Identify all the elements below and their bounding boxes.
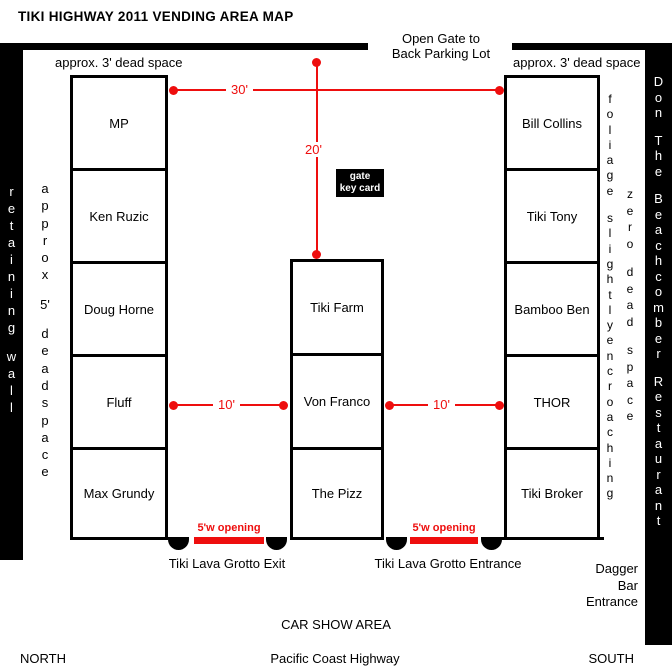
open-gate-label: Open Gate to Back Parking Lot xyxy=(391,31,491,61)
dim-dot xyxy=(495,401,504,410)
dim-label-10ft-left: 10' xyxy=(213,397,240,412)
right-dead-space-label: approx. 3' dead space xyxy=(513,55,641,70)
booth-ken-ruzic: Ken Ruzic xyxy=(70,168,168,264)
restaurant-name-text: D o n T h e B e a c h c o m b e r R e s t a u r a n t xyxy=(653,74,664,528)
exit-opening-marker xyxy=(194,537,264,544)
opening-post xyxy=(266,537,287,550)
opening-post xyxy=(386,537,407,550)
grotto-entrance-label: Tiki Lava Grotto Entrance xyxy=(374,556,522,571)
zero-dead-space-note: z e r o d e a d s p a c e xyxy=(626,187,634,423)
opening-post xyxy=(168,537,189,550)
booth-fluff: Fluff xyxy=(70,354,168,450)
dim-label-20ft: 20' xyxy=(301,142,326,157)
booth-tiki-tony: Tiki Tony xyxy=(504,168,600,264)
dim-label-10ft-right: 10' xyxy=(428,397,455,412)
booth-bamboo-ben: Bamboo Ben xyxy=(504,261,600,357)
booth-bill-collins: Bill Collins xyxy=(504,75,600,171)
booth-tiki-broker: Tiki Broker xyxy=(504,447,600,540)
retaining-wall-text: r e t a i n i n g w a l l xyxy=(6,184,17,415)
page-title: TIKI HIGHWAY 2011 VENDING AREA MAP xyxy=(18,9,294,24)
dim-dot xyxy=(312,250,321,259)
dim-dot xyxy=(169,86,178,95)
dim-line-30ft xyxy=(172,89,500,91)
booth-mp: MP xyxy=(70,75,168,171)
booth-doug-horne: Doug Horne xyxy=(70,261,168,357)
dim-dot xyxy=(312,58,321,67)
left-dead-space-label: approx. 3' dead space xyxy=(55,55,183,70)
booth-the-pizz: The Pizz xyxy=(290,447,384,540)
dim-dot xyxy=(385,401,394,410)
dim-dot xyxy=(169,401,178,410)
dim-line-20ft xyxy=(316,60,318,256)
north-label: NORTH xyxy=(20,651,66,666)
entrance-opening-label: 5'w opening xyxy=(412,522,476,534)
booth-von-franco: Von Franco xyxy=(290,353,384,450)
gate-key-card-tag: gate key card xyxy=(336,169,384,197)
foliage-note: f o l i a g e s l i g h t l y e n c r o a c h i n g xyxy=(606,92,614,501)
dim-label-30ft: 30' xyxy=(226,82,253,97)
highway-label: Pacific Coast Highway xyxy=(270,651,400,666)
left-deadspace-note: a p p r o x 5' d e a d s p a c e xyxy=(40,181,50,480)
top-wall-right xyxy=(512,43,646,50)
dagger-bar-entrance-label: Dagger Bar Entrance xyxy=(585,561,638,609)
entrance-opening-marker xyxy=(410,537,478,544)
opening-post xyxy=(481,537,502,550)
car-show-area-label: CAR SHOW AREA xyxy=(281,617,391,632)
grotto-exit-label: Tiki Lava Grotto Exit xyxy=(168,556,286,571)
exit-opening-label: 5'w opening xyxy=(197,522,261,534)
top-wall-left xyxy=(0,43,368,50)
bottom-wall-segment xyxy=(499,537,604,540)
booth-thor: THOR xyxy=(504,354,600,450)
south-label: SOUTH xyxy=(588,651,634,666)
dim-dot xyxy=(495,86,504,95)
booth-tiki-farm: Tiki Farm xyxy=(290,259,384,356)
booth-max-grundy: Max Grundy xyxy=(70,447,168,540)
dim-dot xyxy=(279,401,288,410)
